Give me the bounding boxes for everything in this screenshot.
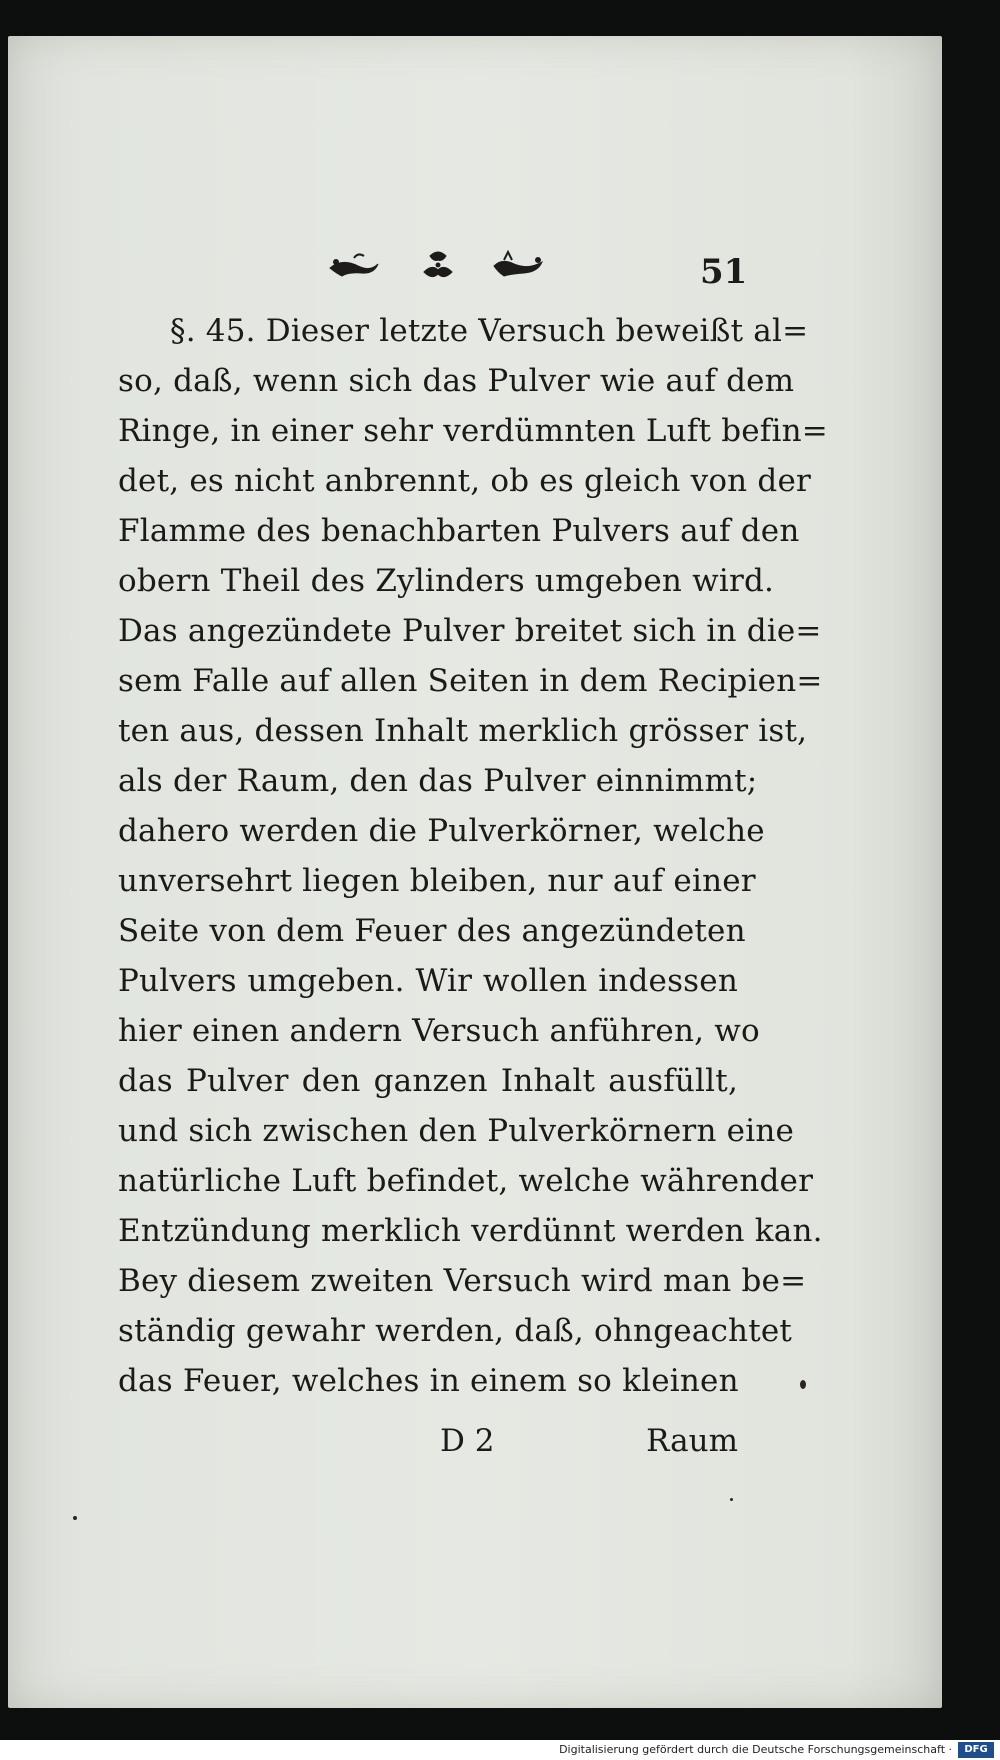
text-line: hier einen andern Versuch anführen, wo bbox=[118, 1013, 760, 1049]
page-footer bbox=[118, 1416, 738, 1466]
ink-spot bbox=[800, 1380, 806, 1389]
fleuron-ornament-icon bbox=[318, 246, 558, 286]
text-line: Pulvers umgeben. Wir wollen indessen bbox=[118, 963, 738, 999]
text-line: ten aus, dessen Inhalt merklich grösser ist, bbox=[118, 713, 808, 749]
ink-spot bbox=[73, 1516, 77, 1520]
dfg-logo: DFG bbox=[958, 1742, 994, 1758]
text-line: Das angezündete Pulver breitet sich in die= bbox=[118, 613, 822, 649]
signature-mark: D 2 bbox=[440, 1423, 495, 1459]
page-header bbox=[8, 236, 942, 306]
text-line: das Pulver den ganzen Inhalt ausfüllt, bbox=[118, 1063, 738, 1099]
text-line: Ringe, in einer sehr verdümnten Luft befin= bbox=[118, 413, 828, 449]
text-line: §. 45. Dieser letzte Versuch beweißt al= bbox=[170, 313, 809, 349]
text-line: Bey diesem zweiten Versuch wird man be= bbox=[118, 1263, 807, 1299]
text-line: Flamme des benachbarten Pulvers auf den bbox=[118, 513, 800, 549]
text-line: det, es nicht anbrennt, ob es gleich von der bbox=[118, 463, 812, 499]
text-line: Seite von dem Feuer des angezündeten bbox=[118, 913, 746, 949]
text-line: das Feuer, welches in einem so kleinen bbox=[118, 1363, 739, 1399]
book-page bbox=[8, 36, 942, 1708]
text-line: unversehrt liegen bleiben, nur auf einer bbox=[118, 863, 756, 899]
text-line: und sich zwischen den Pulverkörnern eine bbox=[118, 1113, 795, 1149]
text-line: natürliche Luft befindet, welche währender bbox=[118, 1163, 814, 1199]
page-number: 51 bbox=[700, 252, 748, 292]
text-line: so, daß, wenn sich das Pulver wie auf dem bbox=[118, 363, 795, 399]
text-line: Entzündung merklich verdünnt werden kan. bbox=[118, 1213, 823, 1249]
credit-text: Digitalisierung gefördert durch die Deutsche Forschungsgemeinschaft · bbox=[559, 1743, 952, 1756]
text-line: dahero werden die Pulverkörner, welche bbox=[118, 813, 765, 849]
digitization-credit-bar bbox=[0, 1740, 1000, 1760]
text-line: obern Theil des Zylinders umgeben wird. bbox=[118, 563, 775, 599]
text-line: ständig gewahr werden, daß, ohngeachtet bbox=[118, 1313, 793, 1349]
body-text bbox=[118, 306, 828, 1406]
ink-spot bbox=[730, 1498, 733, 1501]
text-line: als der Raum, den das Pulver einnimmt; bbox=[118, 763, 758, 799]
text-line: sem Falle auf allen Seiten in dem Recipien= bbox=[118, 663, 823, 699]
catchword: Raum bbox=[646, 1423, 738, 1459]
